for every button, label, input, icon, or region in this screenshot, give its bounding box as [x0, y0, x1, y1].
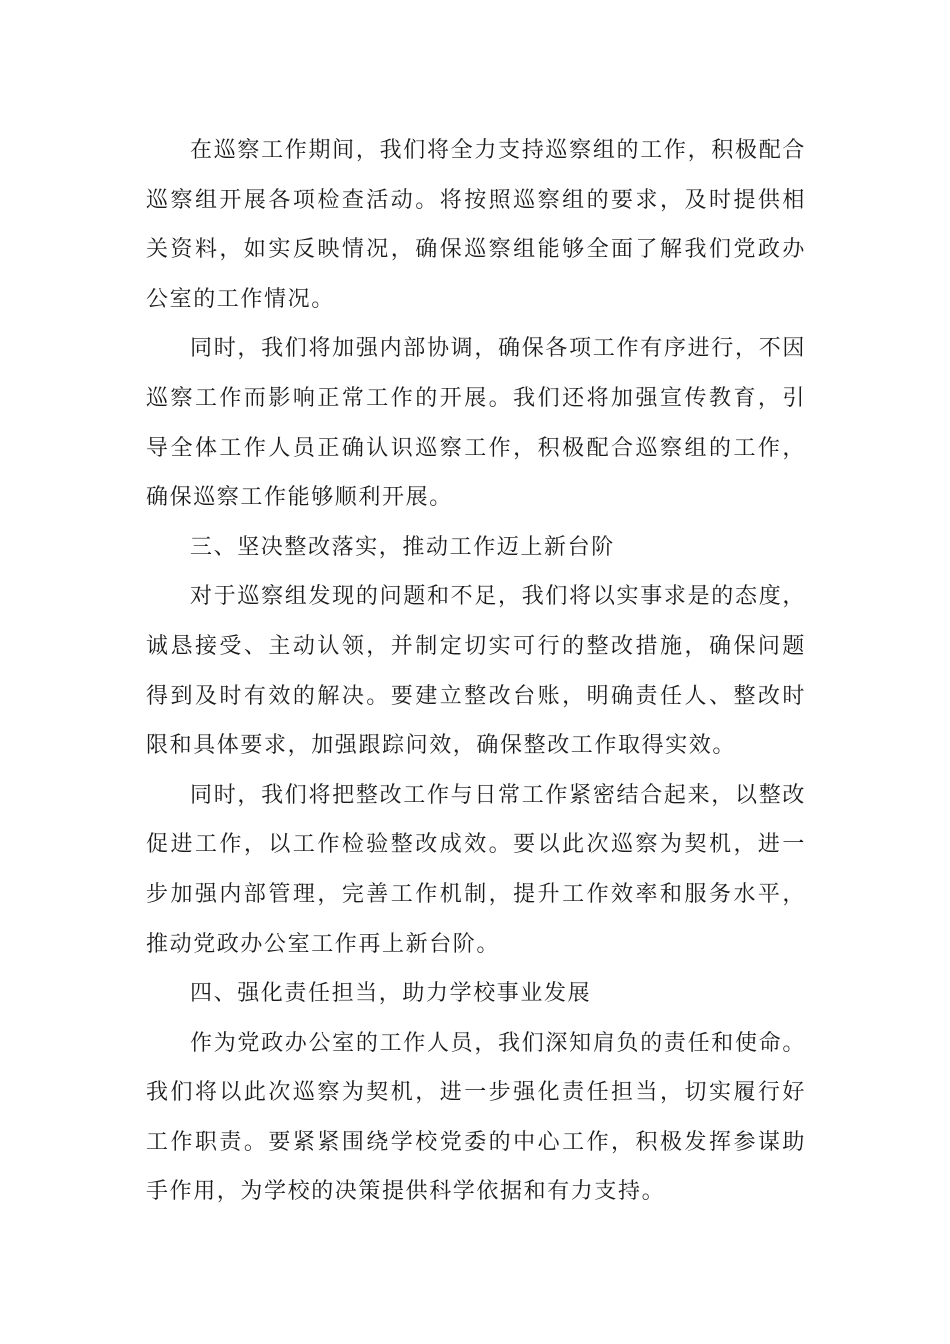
section-heading-responsibility: 四、强化责任担当，助力学校事业发展 — [190, 981, 592, 1007]
paragraph-rectification-integration: 同时，我们将把整改工作与日常工作紧密结合起来，以整改促进工作，以工作检验整改成效。要以此次巡察为契机，进一步加强内部管理，完善工作机制，提升工作效率和服务水平，推动党政办公室工作再上新台阶。 — [146, 782, 806, 957]
paragraph-inspection-support: 在巡察工作期间，我们将全力支持巡察组的工作，积极配合巡察组开展各项检查活动。将按照巡察组的要求，及时提供相关资料，如实反映情况，确保巡察组能够全面了解我们党政办公室的工作情况。 — [146, 138, 806, 312]
section-heading-rectification: 三、坚决整改落实，推动工作迈上新台阶 — [190, 534, 615, 560]
paragraph-internal-coordination: 同时，我们将加强内部协调，确保各项工作有序进行，不因巡察工作而影响正常工作的开展。我们还将加强宣传教育，引导全体工作人员正确认识巡察工作，积极配合巡察组的工作，确保巡察工作能够顺利开展。 — [146, 336, 806, 511]
paragraph-responsibility: 作为党政办公室的工作人员，我们深知肩负的责任和使命。我们将以此次巡察为契机，进一步强化责任担当，切实履行好工作职责。要紧紧围绕学校党委的中心工作，积极发挥参谋助手作用，为学校的决策提供科学依据和有力支持。 — [146, 1030, 806, 1205]
document-body — [146, 126, 806, 1217]
paragraph-rectification-measures: 对于巡察组发现的问题和不足，我们将以实事求是的态度，诚恳接受、主动认领，并制定切实可行的整改措施，确保问题得到及时有效的解决。要建立整改台账，明确责任人、整改时限和具体要求，加强跟踪问效，确保整改工作取得实效。 — [146, 584, 806, 759]
